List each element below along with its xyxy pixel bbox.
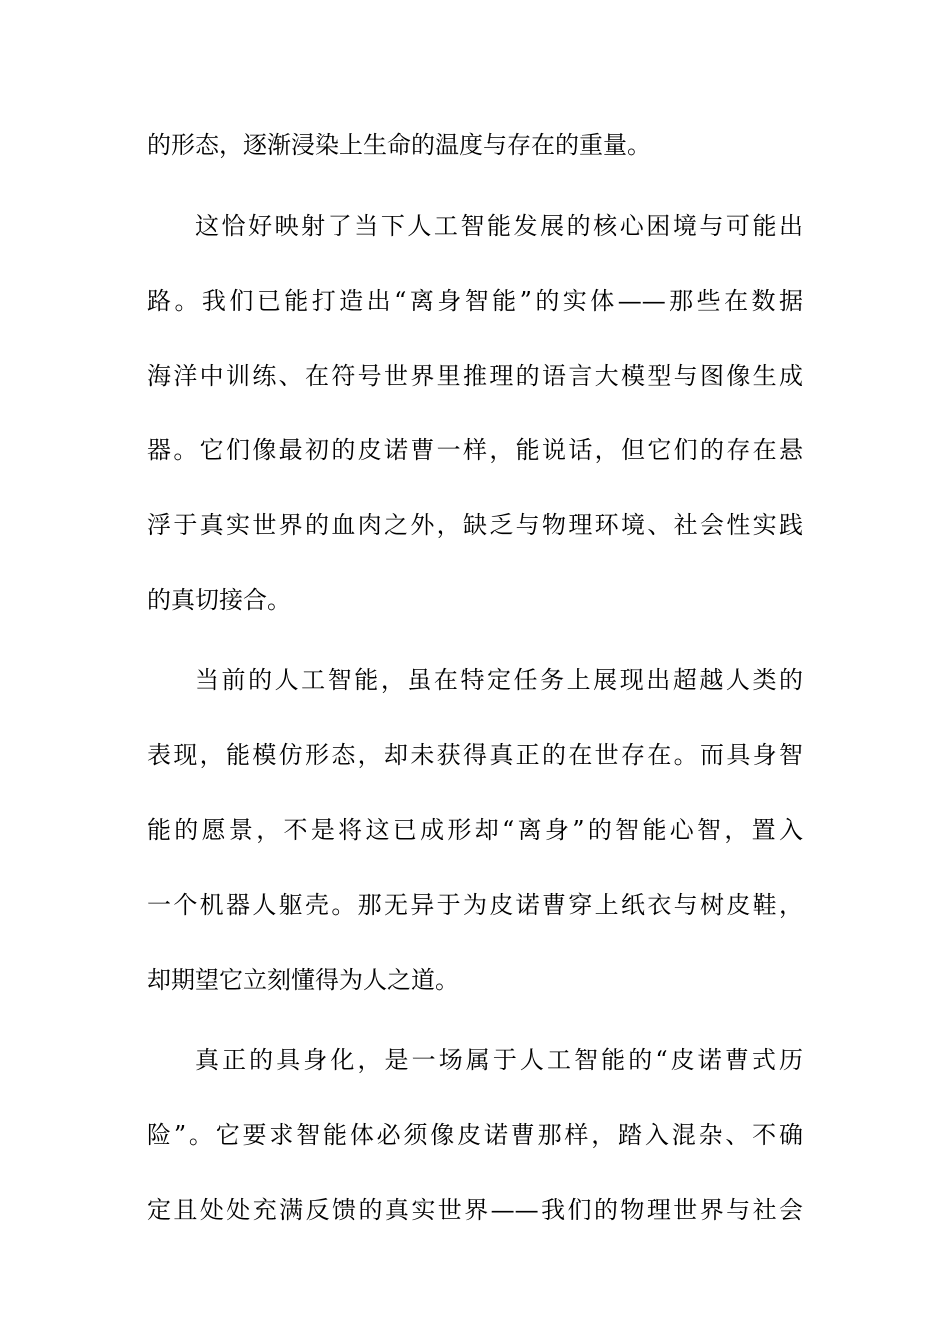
text-line: 的形态，逐渐浸染上生命的温度与存在的重量。 [147,131,651,159]
text-line: 器。它们像最初的皮诺曹一样，能说话，但它们的存在悬 [147,436,803,464]
text-line: 一个机器人躯壳。那无异于为皮诺曹穿上纸衣与树皮鞋， [147,891,803,919]
text-line: 路。我们已能打造出“离身智能”的实体——那些在数据 [147,287,803,315]
paragraph-first-line: 当前的人工智能，虽在特定任务上展现出超越人类的 [195,666,803,694]
text-line: 险”。它要求智能体必须像皮诺曹那样，踏入混杂、不确 [147,1121,803,1149]
paragraph-first-line: 真正的具身化，是一场属于人工智能的“皮诺曹式历 [195,1046,803,1074]
text-line: 海洋中训练、在符号世界里推理的语言大模型与图像生成 [147,362,803,390]
text-line: 定且处处充满反馈的真实世界——我们的物理世界与社会 [147,1196,803,1224]
paragraph-first-line: 这恰好映射了当下人工智能发展的核心困境与可能出 [195,212,803,240]
text-line: 表现，能模仿形态，却未获得真正的在世存在。而具身智 [147,741,803,769]
text-line: 却期望它立刻懂得为人之道。 [147,966,459,994]
text-line: 能的愿景，不是将这已成形却“离身”的智能心智，置入 [147,816,803,844]
text-line: 的真切接合。 [147,586,291,614]
text-line: 浮于真实世界的血肉之外，缺乏与物理环境、社会性实践 [147,511,803,539]
